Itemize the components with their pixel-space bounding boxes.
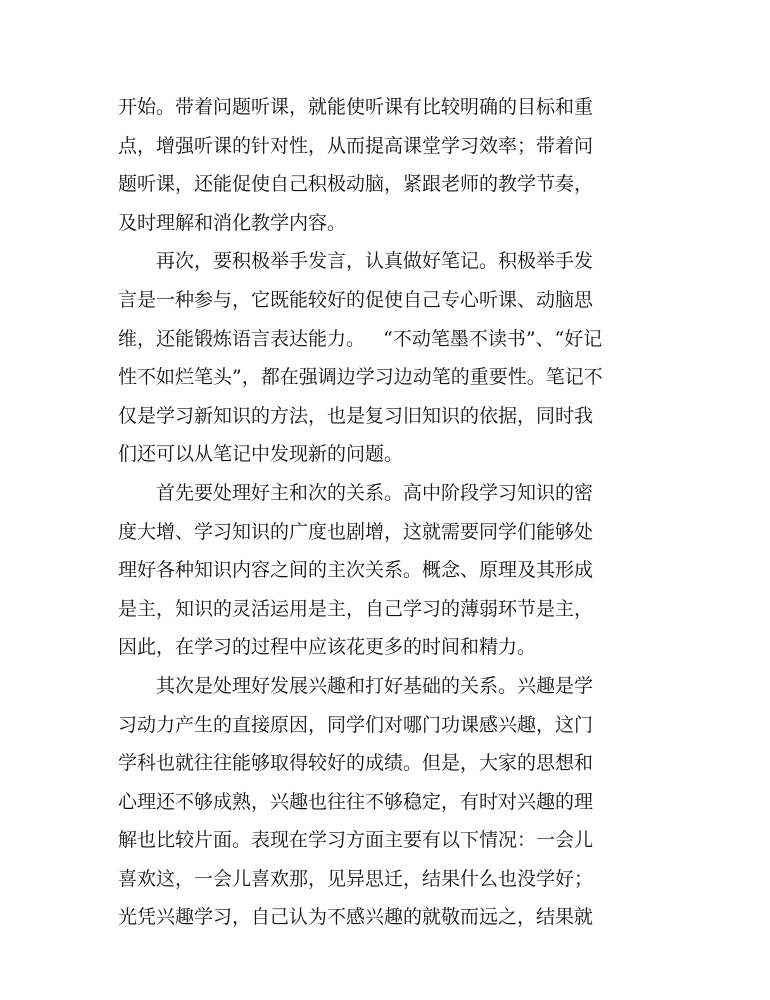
text-line: 们还可以从笔记中发现新的问题。 bbox=[118, 443, 404, 466]
text-line: 言是一种参与，它既能较好的促使自己专心听课、动脑思 bbox=[118, 288, 594, 311]
text-line: 喜欢这，一会儿喜欢那，见异思迁，结果什么也没学好； bbox=[118, 867, 594, 890]
document-body-text bbox=[118, 88, 658, 937]
text-line: 开始。带着问题听课，就能使听课有比较明确的目标和重 bbox=[118, 96, 594, 118]
text-line: 解也比较片面。表现在学习方面主要有以下情况：一会儿 bbox=[118, 829, 594, 852]
text-line: 度大增、学习知识的广度也剧增，这就需要同学们能够处 bbox=[118, 520, 594, 543]
text-line: 其次是处理好发展兴趣和打好基础的关系。兴趣是学 bbox=[156, 674, 594, 697]
text-line: 因此，在学习的过程中应该花更多的时间和精力。 bbox=[118, 636, 537, 659]
text-line: 心理还不够成熟，兴趣也往往不够稳定，有时对兴趣的理 bbox=[118, 790, 594, 813]
text-line: 理好各种知识内容之间的主次关系。概念、原理及其形成 bbox=[118, 559, 594, 582]
text-line: 性不如烂笔头”，都在强调边学习边动笔的重要性。笔记不 bbox=[118, 366, 603, 389]
text-line: 学科也就往往能够取得较好的成绩。但是，大家的思想和 bbox=[118, 752, 594, 775]
text-line: 光凭兴趣学习，自己认为不感兴趣的就敬而远之，结果就 bbox=[118, 906, 594, 929]
text-line: 题听课，还能促使自己积极动脑，紧跟老师的教学节奏， bbox=[118, 173, 594, 196]
text-line: 习动力产生的直接原因，同学们对哪门功课感兴趣，这门 bbox=[118, 713, 594, 736]
text-line: 及时理解和消化教学内容。 bbox=[118, 211, 347, 234]
text-line: 首先要处理好主和次的关系。高中阶段学习知识的密 bbox=[156, 481, 594, 504]
text-line: 维，还能锻炼语言表达能力。 “不动笔墨不读书”、“好记 bbox=[118, 327, 603, 350]
text-line: 点，增强听课的针对性，从而提高课堂学习效率；带着问 bbox=[118, 134, 594, 157]
text-line: 仅是学习新知识的方法，也是复习旧知识的依据，同时我 bbox=[118, 404, 594, 427]
text-line: 再次，要积极举手发言，认真做好笔记。积极举手发 bbox=[156, 250, 594, 273]
text-line: 是主，知识的灵活运用是主，自己学习的薄弱环节是主， bbox=[118, 597, 594, 620]
